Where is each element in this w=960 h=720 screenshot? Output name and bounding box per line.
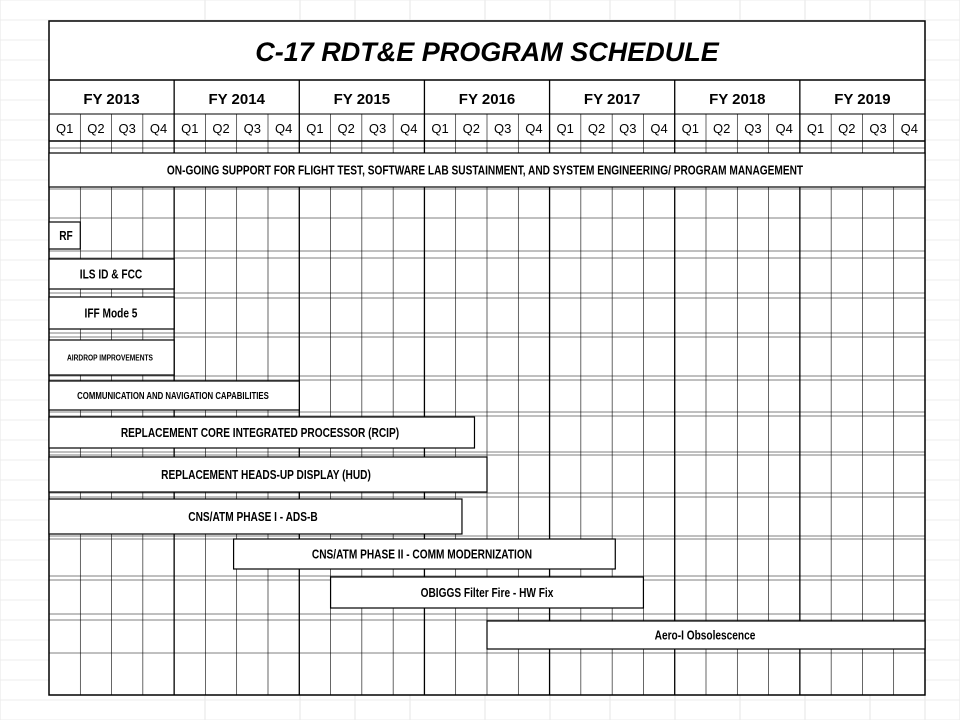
task-label: ILS ID & FCC: [79, 267, 143, 283]
quarter-label: Q2: [87, 121, 105, 136]
quarter-label: Q3: [493, 121, 512, 136]
quarter-label: Q1: [681, 121, 700, 136]
chart-title: C-17 RDT&E PROGRAM SCHEDULE: [255, 37, 719, 67]
fiscal-year-label: FY 2018: [709, 91, 766, 108]
fiscal-year-label: FY 2015: [333, 91, 391, 108]
quarter-label: Q1: [306, 121, 324, 136]
quarter-label: Q1: [556, 121, 574, 136]
task-label: REPLACEMENT HEADS-UP DISPLAY (HUD): [161, 468, 371, 483]
quarter-label: Q4: [274, 121, 293, 136]
quarter-label: Q4: [775, 121, 793, 136]
task-label: OBIGGS Filter Fire - HW Fix: [420, 586, 554, 601]
task-label: CNS/ATM PHASE II - COMM MODERNIZATION: [311, 547, 533, 563]
quarter-label: Q1: [181, 121, 199, 136]
fiscal-year-label: FY 2017: [583, 91, 641, 108]
quarter-label: Q3: [118, 121, 136, 136]
fiscal-year-label: FY 2014: [208, 91, 265, 108]
quarter-label: Q1: [55, 121, 74, 136]
quarter-label: Q1: [806, 121, 825, 136]
task-label: AIRDROP IMPROVEMENTS: [67, 352, 153, 363]
task-label: IFF Mode 5: [84, 306, 138, 322]
task-label: RF: [59, 229, 73, 244]
quarter-label: Q2: [712, 121, 731, 136]
task-label: CNS/ATM PHASE I - ADS-B: [188, 510, 318, 525]
quarter-label: Q4: [149, 121, 168, 136]
fiscal-year-label: FY 2016: [458, 91, 516, 108]
quarter-label: Q2: [462, 121, 481, 136]
quarter-label: Q3: [869, 121, 887, 136]
quarter-label: Q4: [650, 121, 668, 136]
quarter-label: Q4: [900, 121, 919, 136]
fiscal-year-label: FY 2013: [83, 91, 140, 108]
quarter-label: Q2: [587, 121, 606, 136]
task-label: REPLACEMENT CORE INTEGRATED PROCESSOR (RCIP): [120, 426, 400, 441]
quarter-label: Q2: [838, 121, 856, 136]
quarter-label: Q2: [212, 121, 230, 136]
fiscal-year-label: FY 2019: [834, 91, 891, 108]
quarter-label: Q3: [243, 121, 262, 136]
quarter-label: Q3: [619, 121, 637, 136]
task-label: ON-GOING SUPPORT FOR FLIGHT TEST, SOFTWARE LAB SUSTAINMENT, AND SYSTEM ENGINEERING/ PROGRAM MANAGEMENT: [166, 163, 804, 179]
quarter-label: Q3: [368, 121, 387, 136]
quarter-label: Q2: [337, 121, 355, 136]
quarter-label: Q3: [744, 121, 762, 136]
quarter-label: Q4: [400, 121, 418, 136]
quarter-label: Q1: [431, 121, 449, 136]
quarter-label: Q4: [525, 121, 543, 136]
task-label: Aero-I Obsolescence: [654, 628, 756, 644]
task-label: COMMUNICATION AND NAVIGATION CAPABILITIES: [77, 390, 269, 402]
